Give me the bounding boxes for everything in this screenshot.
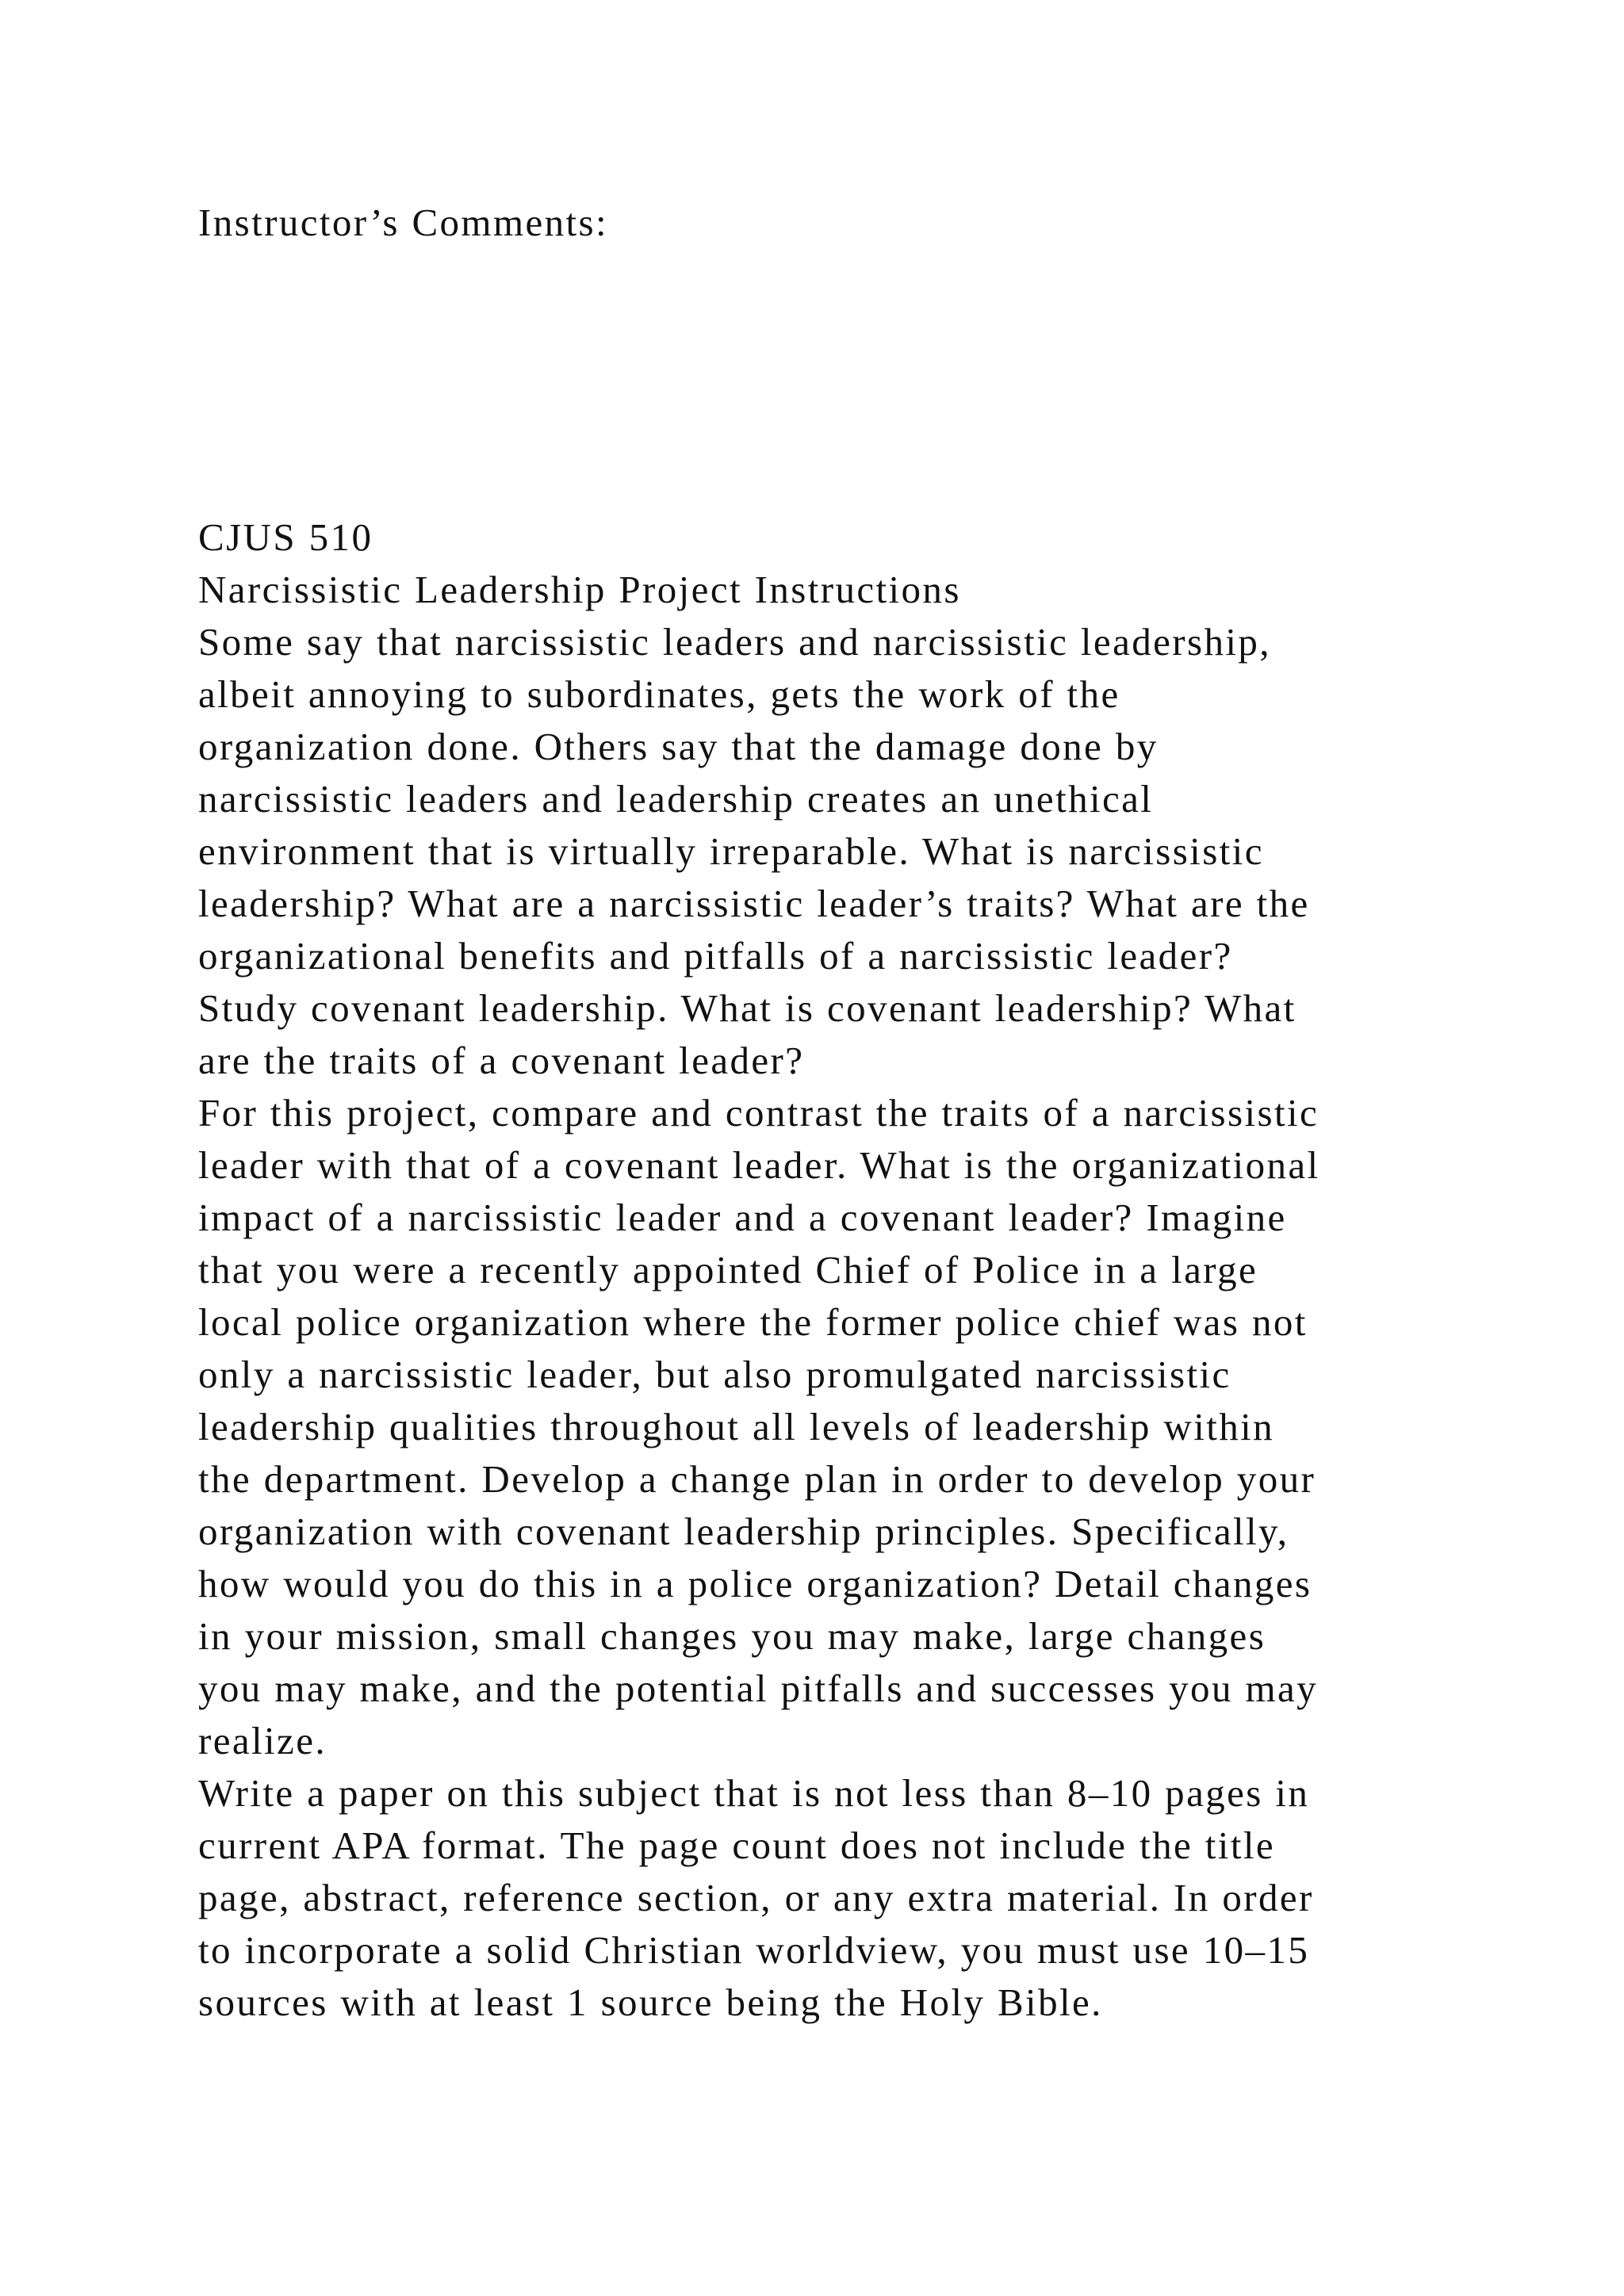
paragraph-3-line: current APA format. The page count does not include the title: [198, 1823, 1276, 1867]
paragraph-1-line: Some say that narcissistic leaders and narcissistic leadership,: [198, 620, 1271, 664]
paragraph-2-line: For this project, compare and contrast the traits of a narcissistic: [198, 1091, 1320, 1135]
paragraph-1-line: organizational benefits and pitfalls of a narcissistic leader?: [198, 934, 1233, 978]
paragraph-3-line: Write a paper on this subject that is not less than 8–10 pages in: [198, 1771, 1310, 1815]
course-code: CJUS 510: [198, 515, 373, 559]
paragraph-1-line: organization done. Others say that the damage done by: [198, 725, 1159, 768]
paragraph-1-line: albeit annoying to subordinates, gets the work of the: [198, 672, 1120, 716]
paragraph-2-line: in your mission, small changes you may make, large changes: [198, 1614, 1266, 1658]
paragraph-2-line: realize.: [198, 1719, 327, 1762]
paragraph-2-line: organization with covenant leadership principles. Specifically,: [198, 1510, 1289, 1553]
paragraph-1-line: are the traits of a covenant leader?: [198, 1039, 805, 1082]
paragraph-1-line: environment that is virtually irreparable. What is narcissistic: [198, 829, 1264, 873]
comments-heading: Instructor’s Comments:: [198, 201, 609, 244]
paragraph-3-line: page, abstract, reference section, or any extra material. In order: [198, 1876, 1314, 1919]
paragraph-1-line: Study covenant leadership. What is covenant leadership? What: [198, 986, 1297, 1030]
paragraph-2-line: only a narcissistic leader, but also promulgated narcissistic: [198, 1353, 1231, 1396]
project-title: Narcissistic Leadership Project Instructions: [198, 568, 961, 611]
paragraph-3-line: to incorporate a solid Christian worldview, you must use 10–15: [198, 1928, 1310, 1972]
paragraph-2-line: that you were a recently appointed Chief of Police in a large: [198, 1248, 1258, 1292]
paragraph-2-line: leader with that of a covenant leader. What is the organizational: [198, 1143, 1320, 1187]
paragraph-2-line: how would you do this in a police organization? Detail changes: [198, 1562, 1312, 1605]
paragraph-1-line: leadership? What are a narcissistic leader’s traits? What are the: [198, 882, 1310, 925]
paragraph-1-line: narcissistic leaders and leadership creates an unethical: [198, 777, 1154, 821]
paragraph-3-line: sources with at least 1 source being the Holy Bible.: [198, 1980, 1103, 2024]
paragraph-2-line: you may make, and the potential pitfalls and successes you may: [198, 1667, 1319, 1710]
paragraph-2-line: leadership qualities throughout all levels of leadership within: [198, 1405, 1275, 1448]
paragraph-2-line: local police organization where the former police chief was not: [198, 1300, 1308, 1344]
paragraph-2-line: the department. Develop a change plan in order to develop your: [198, 1457, 1316, 1501]
paragraph-2-line: impact of a narcissistic leader and a covenant leader? Imagine: [198, 1196, 1287, 1239]
